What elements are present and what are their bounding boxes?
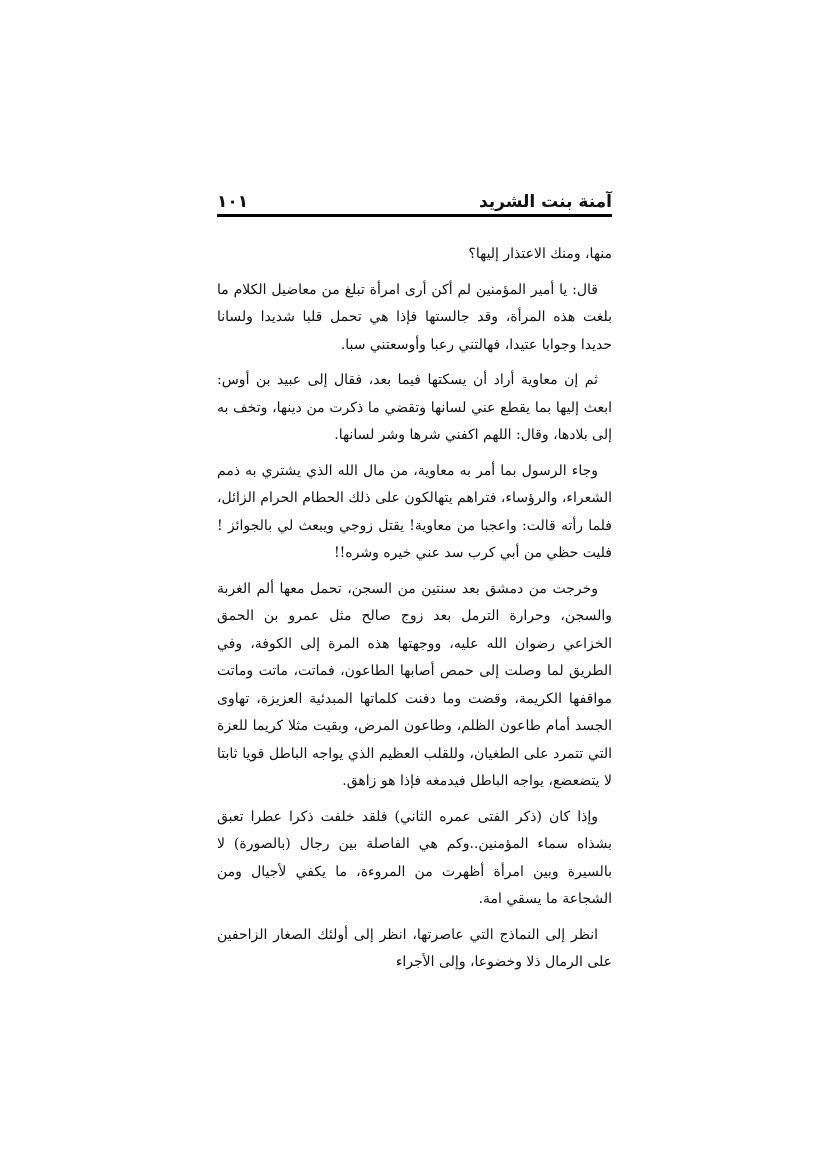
paragraph: وجاء الرسول بما أمر به معاوية، من مال الله الذي يشتري به ذمم الشعراء، والرؤساء، فتراهم يتهالكون على ذلك الحطام الحرام الزائل، فلما رأته قالت: واعجبا من معاوية! يقتل زوجي ويبعث لي بالجوائز ! فليت حظي من أبي كرب سد عني خيره وشره!!: [217, 462, 612, 561]
paragraph: منها، ومنك الاعتذار إليها؟: [468, 246, 612, 262]
running-title: آمنة بنت الشريد: [478, 192, 612, 212]
paragraph: وخرجت من دمشق بعد سنتين من السجن، تحمل معها ألم الغربة والسجن، وحرارة الترمل بعد زوج صالح مثل عمرو بن الحمق الخزاعي رضوان الله عليه، ووجهتها هذه المرة إلى الكوفة، وفي الطريق لما وصلت إلى حمص أصابها الطاعون، فماتت، ماتت وماتت مواقفها الكريمة، وقضت وما دفنت كلماتها المبدئية العزيزة، تهاوى الجسد أمام طاعون الظلم، وطاعون المرض، وبقيت مثلا كريما للعزة التي تتمرد على الطغيان، وللقلب العظيم الذي يواجه الباطل قويا ثابتا لا يتضعضع، يواجه الباطل فيدمغه فإذا هو زاهق.: [217, 580, 612, 789]
body-text: [217, 241, 612, 985]
paragraph: ثم إن معاوية أراد أن يسكتها فيما بعد، فقال إلى عبيد بن أوس: ابعث إليها بما يقطع عني لسانها وتقضي ما ذكرت من دينها، وتخف به إلى بلادها، وقال: اللهم اكفني شرها وشر لسانها.: [217, 372, 612, 443]
paragraph: قال: يا أمير المؤمنين لم أكن أرى امرأة تبلغ من معاضيل الكلام ما بلغت هذه المرأة، وقد جالستها فإذا هي تحمل قلبا شديدا ولسانا حديدا وجوابا عتيدا، فهالتني رعبا وأوسعتني سبا.: [217, 281, 612, 353]
header-rule: [217, 214, 612, 217]
paragraph: وإذا كان (ذكر الفتى عمره الثاني) فلقد خلفت ذكرا عطرا تعبق بشذاه سماء المؤمنين..وكم هي الفاصلة بين رجال (بالصورة) لا بالسيرة وبين امرأة أظهرت من المروءة، ما يكفي لأجيال ومن الشجاعة ما يسقي امة.: [217, 808, 612, 907]
paragraph: انظر إلى النماذج التي عاصرتها، انظر إلى أولئك الصغار الزاحفين على الرمال ذلا وخضوعا، وإلى الأجراء: [217, 926, 612, 970]
page-number: ١٠١: [217, 192, 249, 212]
